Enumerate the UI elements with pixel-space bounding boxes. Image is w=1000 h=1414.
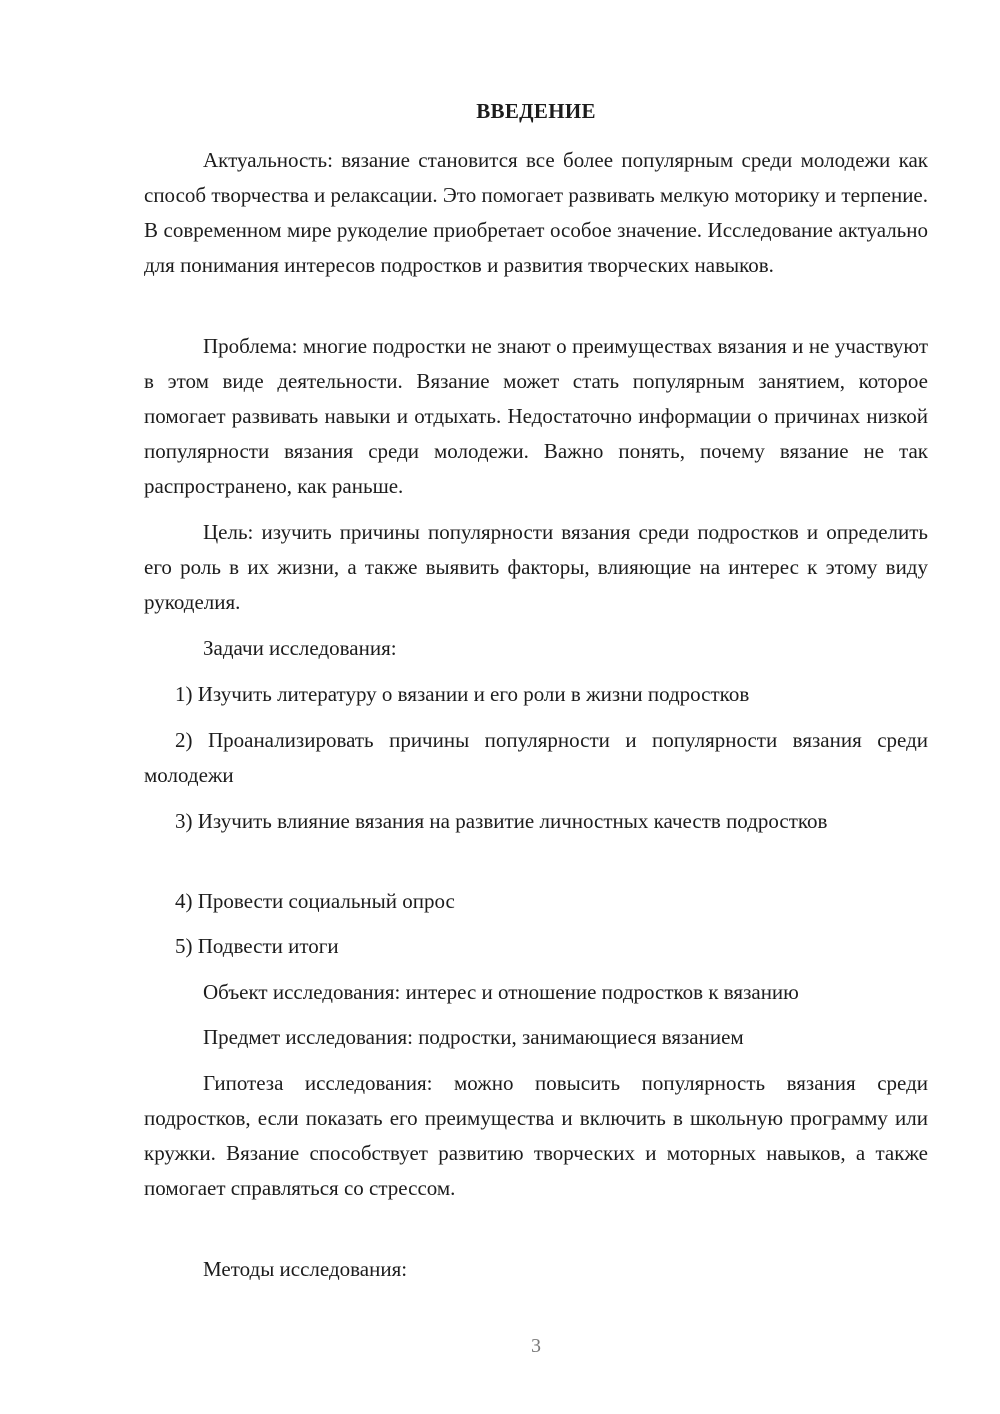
task-item-3: 3) Изучить влияние вязания на развитие личностных качеств подростков bbox=[175, 809, 828, 833]
methods-heading: Методы исследования: bbox=[203, 1257, 408, 1281]
hypothesis-paragraph: Гипотеза исследования: можно повысить популярность вязания среди подростков, если показать его преимущества и включить в школьную программу или кружки. Вязание способствует развитию творческих и моторных навыков, а также помогает справляться со стрессом. bbox=[144, 1071, 928, 1200]
relevance-paragraph: Актуальность: вязание становится все более популярным среди молодежи как способ творчества и релаксации. Это помогает развивать мелкую моторику и терпение. В современном мире рукоделие приобретает особое значение. Исследование актуально для понимания интересов подростков и развития творческих навыков. bbox=[144, 148, 928, 277]
subject-paragraph: Предмет исследования: подростки, занимающиеся вязанием bbox=[203, 1025, 744, 1049]
goal-paragraph: Цель: изучить причины популярности вязания среди подростков и определить его роль в их жизни, а также выявить факторы, влияющие на интерес к этому виду рукоделия. bbox=[144, 520, 928, 614]
problem-paragraph: Проблема: многие подростки не знают о преимуществах вязания и не участвуют в этом виде деятельности. Вязание может стать популярным занятием, которое помогает развивать навыки и отдыхать. Недостаточно информации о причинах низкой популярности вязания среди молодежи. Важно понять, почему вязание не так распространено, как раньше. bbox=[144, 334, 928, 498]
task-item-5: 5) Подвести итоги bbox=[175, 934, 339, 958]
page-title: ВВЕДЕНИЕ bbox=[476, 99, 596, 123]
task-item-1: 1) Изучить литературу о вязании и его роли в жизни подростков bbox=[175, 682, 750, 706]
task-item-2: 2) Проанализировать причины популярности и популярности вязания среди молодежи bbox=[144, 728, 928, 787]
object-paragraph: Объект исследования: интерес и отношение подростков к вязанию bbox=[203, 980, 799, 1004]
tasks-heading: Задачи исследования: bbox=[203, 636, 397, 660]
page-number: 3 bbox=[531, 1335, 541, 1357]
task-item-4: 4) Провести социальный опрос bbox=[175, 889, 455, 913]
